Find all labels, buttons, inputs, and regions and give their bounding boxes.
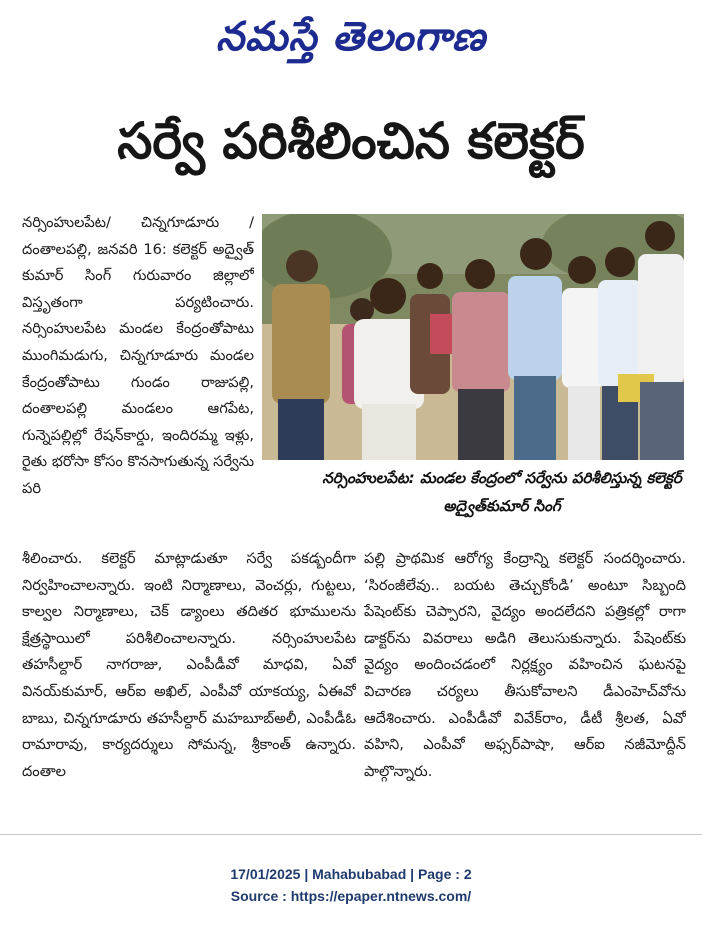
article-photo	[262, 214, 684, 460]
newspaper-logo: నమస్తే తెలంగాణ	[215, 14, 487, 60]
footer-source: Source : https://epaper.ntnews.com/	[230, 888, 472, 904]
article-headline: సర్వే పరిశీలించిన కలెక్టర్	[117, 112, 585, 170]
article-body-left-column: శీలించారు. కలెక్టర్ మాట్లాడుతూ సర్వే పకడ్బందీగా నిర్వహించాలన్నారు. ఇంటి నిర్మాణాలు, వెంచర్లు, గుట్టలు, కాల్వల నిర్మాణాలు, చెక్ డ్యాంలు తదితర భూములను క్షేత్రస్థాయిలో పరిశీలించాలన్నారు. నర్సింహులపేట తహసీల్దార్ నాగరాజు, ఎంపీడీవో మాధవి, ఏవో వినయ్‌కుమార్, ఆర్‌ఐ అఖిల్, ఎంపీవో యాకయ్య, ఏఈవో బాబు, చిన్నగూడూరు తహసీల్దార్ మహబూబ్‌అలీ, ఎంపీడీఓ రామారావు, కార్యదర్శులు సోమన్న, శ్రీకాంత్ ఉన్నారు. దంతాల	[22, 550, 356, 780]
photo-caption: నర్సింహులపేట: మండల కేంద్రంలో సర్వేను పరిశీలిస్తున్న కలెక్టర్ అద్వైత్‌కుమార్ సింగ్	[322, 469, 682, 515]
article-body-right-column: పల్లి ప్రాథమిక ఆరోగ్య కేంద్రాన్ని కలెక్టర్ సందర్శించారు. ‘సిరంజీలేవు.. బయట తెచ్చుకోండి’ అంటూ సిబ్బంది పేషెంట్‌కు చెప్పారని, వైద్యం అందలేదని పత్రికల్లో రాగా డాక్టర్‌ను వివరాలు అడిగి తెలుసుకున్నారు. పేషెంట్‌కు వైద్యం అందించడంలో నిర్లక్ష్యం వహించిన ఘటనపై విచారణ చర్యలు తీసుకోవాలని డీఎంహెచ్‌వోను ఆదేశించారు. ఎంపీడీవో వివేక్‌రాం, డీటీ శ్రీలత, ఏవో వహిని, ఎంపీవో అఫ్సర్‌పాషా, ఆర్‌ఐ నజీమోద్దీన్ పాల్గొన్నారు.	[364, 550, 686, 780]
masthead	[0, 0, 702, 80]
article-body-top: నర్సింహులపేట/ చిన్నగూడూరు /దంతాలపల్లి, జనవరి 16: కలెక్టర్ అద్వైత్ కుమార్ సింగ్ గురువారం జిల్లాలో విస్తృతంగా పర్యటించారు. నర్సింహులపేట మండల కేంద్రంతోపాటు ముంగిమడుగు, చిన్నగూడూరు మండల కేంద్రంతోపాటు గుండం రాజుపల్లి, దంతాలపల్లి మండలం ఆగపేట, గున్నెపల్లిల్లో రేషన్‌కార్డు, ఇందిరమ్మ ఇళ్లు, రైతు భరోసా కోసం కొనసాగుతున్న సర్వేను పరి	[22, 214, 254, 497]
news-photo-illustration	[262, 214, 684, 460]
footer-date-edition: 17/01/2025 | Mahabubabad | Page : 2	[230, 866, 472, 882]
divider-line	[0, 834, 702, 835]
